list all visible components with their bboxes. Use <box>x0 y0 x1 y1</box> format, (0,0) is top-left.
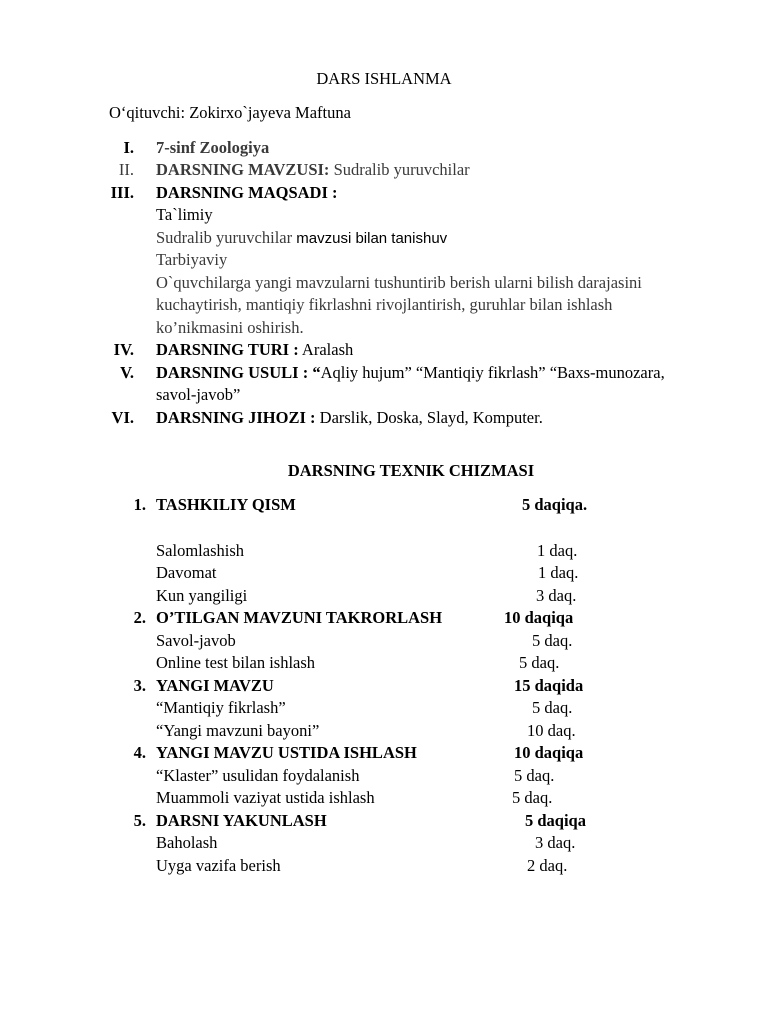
item-time: 5 daq. <box>532 698 573 717</box>
item-name: Muammoli vaziyat ustida ishlash <box>156 788 375 807</box>
item-time: 1 daq. <box>538 563 579 582</box>
plan-item <box>0 652 768 674</box>
goal-topic-rest: mavzusi bilan tanishuv <box>292 230 448 247</box>
goal-tarbiyaviy-line-1: O`quvchilarga yangi mavzularni tushuntirib berish ularni bilish darajasini <box>156 273 642 292</box>
intro-value: Darslik, Doska, Slayd, Komputer. <box>315 408 543 427</box>
plan-item <box>0 540 768 562</box>
item-time: 1 daq. <box>537 541 578 560</box>
goal-tarbiyaviy: Tarbiyaviy <box>156 250 228 269</box>
section-name: DARSNI YAKUNLASH <box>156 811 327 830</box>
goal-talimiy: Ta`limiy <box>156 205 213 224</box>
plan-section-3 <box>0 675 768 697</box>
plan-item <box>0 832 768 854</box>
intro-value: Aralash <box>298 340 354 359</box>
intro-item-2 <box>0 159 768 181</box>
plan-section-2 <box>0 607 768 629</box>
plan-item <box>0 855 768 877</box>
intro-label: DARSNING JIHOZI : <box>156 408 316 427</box>
section-number: 3. <box>133 676 146 695</box>
section-time: 10 daqiqa <box>504 608 574 627</box>
intro-label: DARSNING MAQSADI : <box>156 183 338 202</box>
item-name: Savol-javob <box>156 631 236 650</box>
item-name: Kun yangiligi <box>156 586 248 605</box>
method-continuation: savol-javob” <box>156 385 241 404</box>
item-name: Salomlashish <box>156 541 245 560</box>
intro-value: Sudralib yuruvchilar <box>329 160 470 179</box>
plan-item <box>0 765 768 787</box>
plan-section-5 <box>0 810 768 832</box>
intro-item-5 <box>0 362 768 384</box>
goal-tarbiyaviy-line-3: ko’nikmasini oshirish. <box>156 318 304 337</box>
intro-content <box>156 362 665 384</box>
intro-item-6 <box>0 407 768 429</box>
item-name: Baholash <box>156 833 218 852</box>
intro-value: Aqliy hujum” “Mantiqiy fikrlash” “Baxs-munozara, <box>320 363 665 382</box>
item-name: “Mantiqiy fikrlash” <box>156 698 286 717</box>
item-name: Uyga vazifa berish <box>156 856 281 875</box>
intro-number: III. <box>110 183 134 202</box>
intro-content <box>156 407 543 429</box>
intro-label: DARSNING TURI : <box>156 340 299 359</box>
item-time: 5 daq. <box>532 631 573 650</box>
section-number: 4. <box>133 743 146 762</box>
teacher-line: O‘qituvchi: Zokirxo`jayeva Maftuna <box>109 103 351 122</box>
section-time: 10 daqiqa <box>514 743 584 762</box>
section-time: 15 daqida <box>514 676 584 695</box>
plan-section-4 <box>0 742 768 764</box>
intro-label: 7-sinf Zoologiya <box>156 138 270 157</box>
plan-item <box>0 787 768 809</box>
item-name: “Yangi mavzuni bayoni” <box>156 721 320 740</box>
section-number: 2. <box>133 608 146 627</box>
goal-topic: Sudralib yuruvchilar <box>156 228 293 247</box>
intro-label: DARSNING USULI : “ <box>156 363 321 382</box>
intro-number: I. <box>123 138 134 157</box>
item-time: 3 daq. <box>536 586 577 605</box>
intro-number: II. <box>118 160 134 179</box>
item-time: 5 daq. <box>512 788 553 807</box>
intro-item-4 <box>0 339 768 361</box>
goal-tarbiyaviy-line-2: kuchaytirish, mantiqiy fikrlashni rivojlantirish, guruhlar bilan ishlash <box>156 295 613 314</box>
section-name: TASHKILIY QISM <box>156 495 296 514</box>
plan-item <box>0 585 768 607</box>
plan-item <box>0 697 768 719</box>
document-title: DARS ISHLANMA <box>316 69 452 88</box>
plan-item <box>0 720 768 742</box>
item-time: 3 daq. <box>535 833 576 852</box>
section-name: O’TILGAN MAVZUNI TAKRORLASH <box>156 608 443 627</box>
item-name: “Klaster” usulidan foydalanish <box>156 766 360 785</box>
item-time: 5 daq. <box>514 766 555 785</box>
section-name: YANGI MAVZU USTIDA ISHLASH <box>156 743 417 762</box>
plan-title: DARSNING TEXNIK CHIZMASI <box>287 461 535 480</box>
intro-content <box>156 339 353 361</box>
section-time: 5 daqiqa <box>525 811 586 830</box>
item-name: Davomat <box>156 563 217 582</box>
item-time: 5 daq. <box>519 653 560 672</box>
goal-talimiy-text <box>156 227 447 250</box>
plan-item <box>0 562 768 584</box>
section-number: 5. <box>133 811 146 830</box>
item-time: 10 daq. <box>527 721 576 740</box>
section-time: 5 daqiqa. <box>522 495 588 514</box>
plan-item <box>0 630 768 652</box>
intro-number: V. <box>120 363 134 382</box>
section-name: YANGI MAVZU <box>156 676 274 695</box>
intro-content <box>156 159 470 181</box>
intro-label: DARSNING MAVZUSI: <box>156 160 330 179</box>
intro-item-1 <box>0 137 768 159</box>
intro-number: IV. <box>113 340 134 359</box>
intro-item-3 <box>0 182 768 204</box>
intro-number: VI. <box>111 408 134 427</box>
item-name: Online test bilan ishlash <box>156 653 316 672</box>
plan-section-1 <box>0 494 768 516</box>
section-number: 1. <box>133 495 146 514</box>
item-time: 2 daq. <box>527 856 568 875</box>
